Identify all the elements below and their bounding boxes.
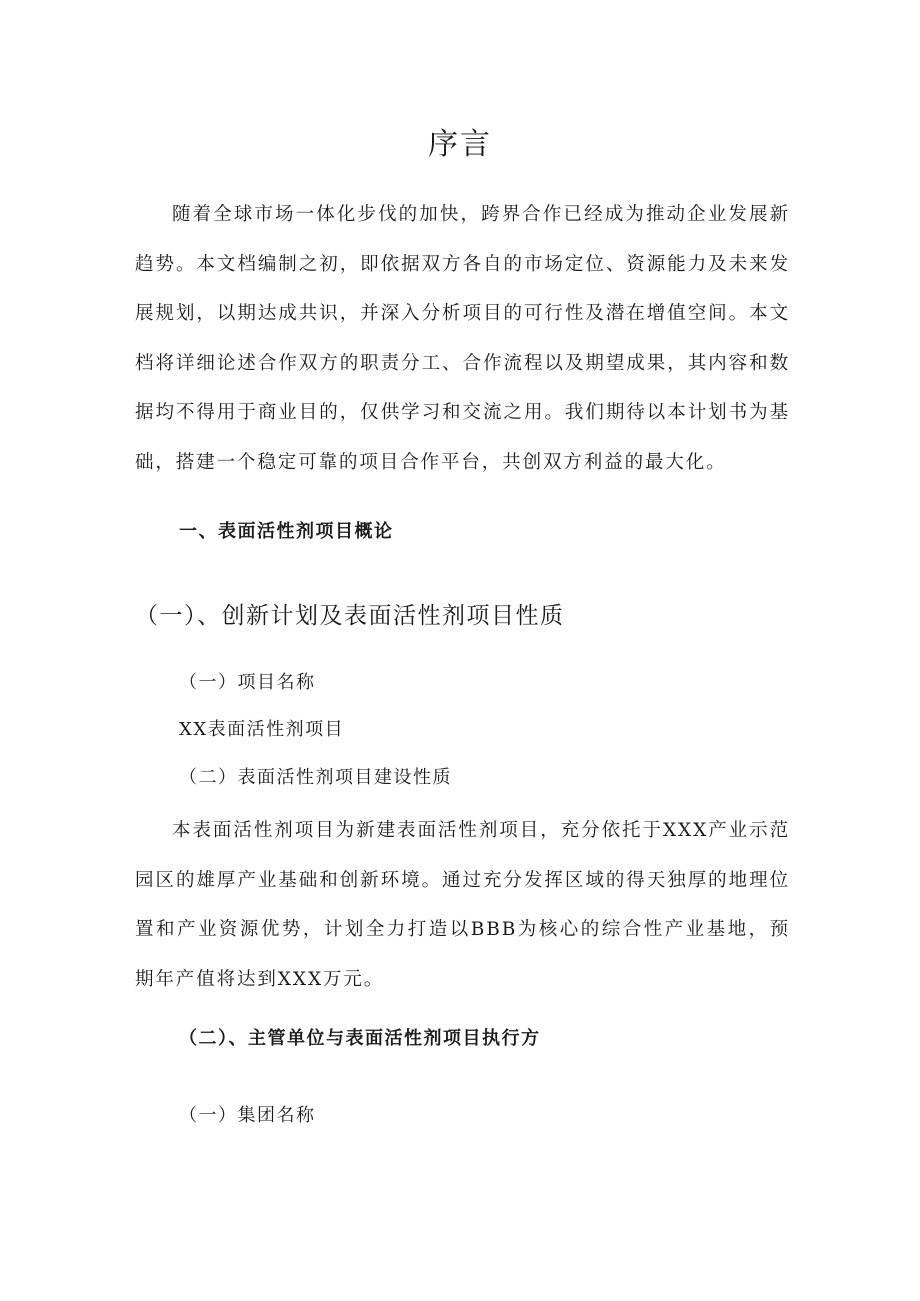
subsection-heading-innovation-plan: （一）、创新计划及表面活性剂项目性质 xyxy=(135,603,565,629)
construction-nature-paragraph: 本表面活性剂项目为新建表面活性剂项目，充分依托于XXX产业示范园区的雄厚产业基础和创新环境。通过充分发挥区域的得天独厚的地理位置和产业资源优势，计划全力打造以BBB为核心的综合性产业基地，预期年产值将达到XXX万元。 xyxy=(135,820,790,990)
project-name-value: XX表面活性剂项目 xyxy=(179,719,345,740)
group-name-label: （一）集团名称 xyxy=(179,1105,316,1126)
project-name-label: （一）项目名称 xyxy=(179,672,316,693)
subsection-heading-executing-party: （二）、主管单位与表面活性剂项目执行方 xyxy=(179,1028,541,1049)
construction-nature-label: （二）表面活性剂项目建设性质 xyxy=(179,767,452,788)
document-title: 序言 xyxy=(428,127,492,162)
preface-paragraph: 随着全球市场一体化步伐的加快，跨界合作已经成为推动企业发展新趋势。本文档编制之初，即依据双方各自的市场定位、资源能力及未来发展规划，以期达成共识，并深入分析项目的可行性及潜在增值空间。本文档将详细论述合作双方的职责分工、合作流程以及期望成果，其内容和数据均不得用于商业目的，仅供学习和交流之用。我们期待以本计划书为基础，搭建一个稳定可靠的项目合作平台，共创双方利益的最大化。 xyxy=(135,204,790,473)
section-heading-overview: 一、表面活性剂项目概论 xyxy=(179,521,394,542)
